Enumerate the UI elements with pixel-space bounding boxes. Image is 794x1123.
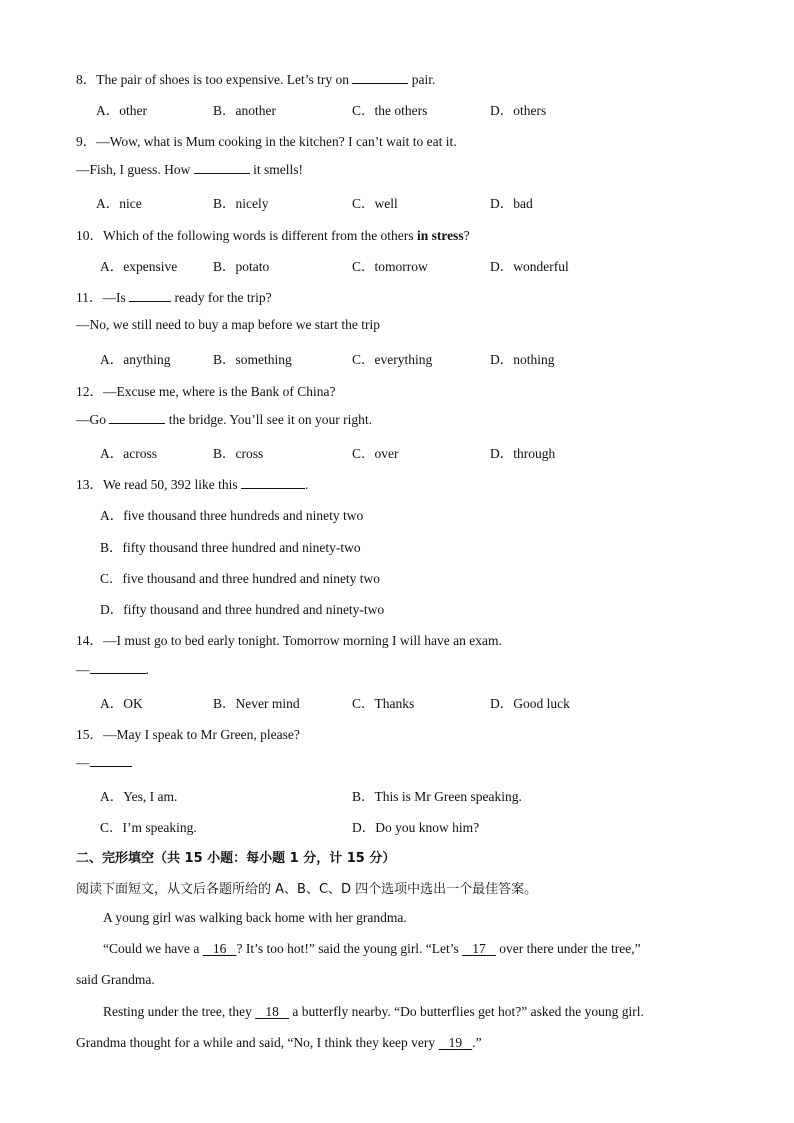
option-d[interactable]: D．wonderful: [490, 259, 569, 274]
question-12-reply: —Go the bridge. You’ll see it on your right.: [76, 412, 372, 427]
option-c[interactable]: C．the others: [352, 103, 428, 118]
option-d[interactable]: D．bad: [490, 196, 533, 211]
blank-18[interactable]: 18: [265, 1004, 279, 1019]
option-d[interactable]: D．fifty thousand and three hundred and ninety-two: [100, 602, 385, 617]
option-c[interactable]: C．well: [352, 196, 398, 211]
option-a[interactable]: A．five thousand three hundreds and ninety two: [100, 508, 364, 523]
option-b[interactable]: B．something: [213, 352, 292, 367]
answer-blank: [90, 661, 146, 674]
question-8-stem: 8．The pair of shoes is too expensive. Let’s try on pair.: [76, 72, 436, 87]
question-10-stem: 10．Which of the following words is different from the others in stress?: [76, 228, 470, 243]
question-11-stem: 11．—Is ready for the trip?: [76, 290, 272, 305]
option-a[interactable]: A．OK: [100, 696, 143, 711]
question-14-stem: 14．—I must go to bed early tonight. Tomorrow morning I will have an exam.: [76, 633, 502, 648]
section-heading: 二、完形填空（共 15 小题：每小题 1 分，计 15 分）: [76, 851, 396, 866]
option-c[interactable]: C．over: [352, 446, 399, 461]
option-a[interactable]: A．Yes, I am.: [100, 789, 178, 804]
question-9-reply: —Fish, I guess. How it smells!: [76, 162, 304, 177]
option-d[interactable]: D．through: [490, 446, 556, 461]
option-b[interactable]: B．potato: [213, 259, 270, 274]
blank-17[interactable]: 17: [472, 941, 486, 956]
question-14-reply: — .: [76, 662, 149, 677]
answer-blank: [241, 476, 305, 489]
passage-paragraph-2: “Could we have a 16 ? It’s too hot!” said the young girl. “Let’s 17 over there under the tree,”: [103, 941, 641, 956]
passage-paragraph-2-cont: said Grandma.: [76, 972, 155, 987]
option-d[interactable]: D．others: [490, 103, 547, 118]
option-a[interactable]: A．expensive: [100, 259, 178, 274]
answer-blank: [194, 161, 250, 174]
option-d[interactable]: D．Good luck: [490, 696, 570, 711]
answer-blank: [129, 289, 171, 302]
passage-paragraph-3-cont: Grandma thought for a while and said, “No, I think they keep very 19 .”: [76, 1035, 482, 1050]
blank-19[interactable]: 19: [448, 1035, 463, 1050]
option-d[interactable]: D．nothing: [490, 352, 555, 367]
question-12-stem: 12．—Excuse me, where is the Bank of China?: [76, 384, 336, 399]
option-b[interactable]: B．another: [213, 103, 276, 118]
answer-blank: [90, 754, 132, 767]
option-d[interactable]: D．Do you know him?: [352, 820, 480, 835]
passage-paragraph-3: Resting under the tree, they 18 a butterfly nearby. “Do butterflies get hot?” asked the young girl.: [103, 1004, 644, 1019]
option-b[interactable]: B．fifty thousand three hundred and ninety-two: [100, 540, 361, 555]
section-instruction: 阅读下面短文，从文后各题所给的 A、B、C、D 四个选项中选出一个最佳答案。: [76, 882, 538, 897]
option-a[interactable]: A．nice: [96, 196, 142, 211]
option-c[interactable]: C．tomorrow: [352, 259, 428, 274]
answer-blank: [352, 71, 408, 84]
question-13-stem: 13．We read 50, 392 like this .: [76, 477, 309, 492]
blank-16[interactable]: 16: [212, 941, 227, 956]
option-a[interactable]: A．other: [96, 103, 147, 118]
option-b[interactable]: B．This is Mr Green speaking.: [352, 789, 522, 804]
option-a[interactable]: A．anything: [100, 352, 171, 367]
passage-paragraph-1: A young girl was walking back home with her grandma.: [103, 910, 407, 925]
option-b[interactable]: B．nicely: [213, 196, 269, 211]
option-c[interactable]: C．everything: [352, 352, 433, 367]
question-11-reply: —No, we still need to buy a map before we start the trip: [76, 317, 381, 332]
question-9-stem: 9．—Wow, what is Mum cooking in the kitchen? I can’t wait to eat it.: [76, 134, 457, 149]
option-a[interactable]: A．across: [100, 446, 157, 461]
option-c[interactable]: C．Thanks: [352, 696, 415, 711]
option-b[interactable]: B．Never mind: [213, 696, 300, 711]
option-c[interactable]: C．five thousand and three hundred and ninety two: [100, 571, 381, 586]
option-c[interactable]: C．I’m speaking.: [100, 820, 197, 835]
option-b[interactable]: B．cross: [213, 446, 264, 461]
answer-blank: [109, 411, 165, 424]
question-15-reply: —: [76, 754, 132, 771]
question-15-stem: 15．—May I speak to Mr Green, please?: [76, 727, 300, 742]
